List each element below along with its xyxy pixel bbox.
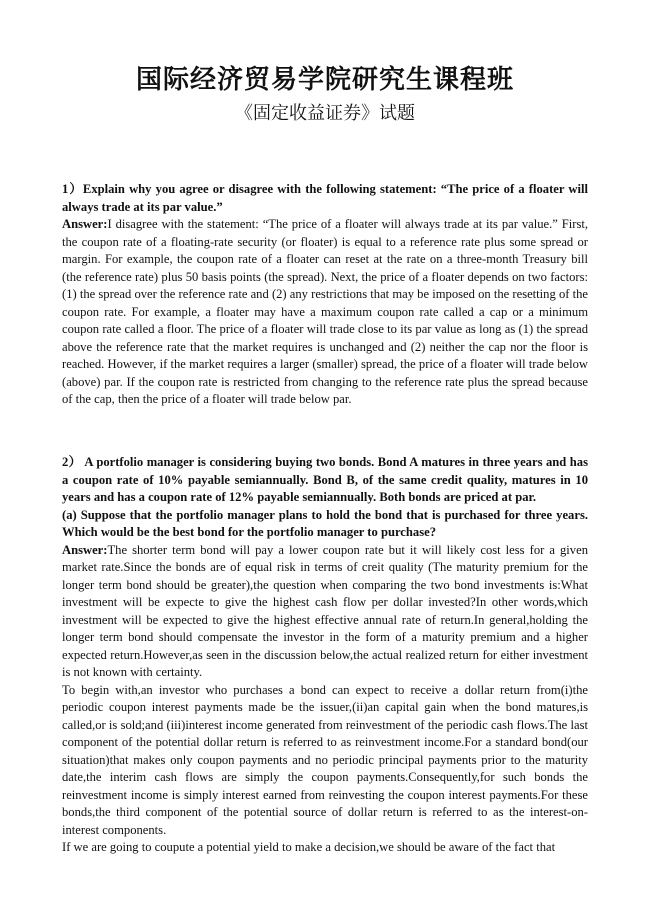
answer-label: Answer: [62, 217, 108, 231]
question-2-block [62, 454, 588, 857]
question-2-paragraph-2: To begin with,an investor who purchases a bond can expect to receive a dollar return from(i)the periodic coupon interest payments made be the issuer,(ii)an capital gain when the bond matures,is called,or is sold;and (iii)interest income generated from reinvestment of the periodic cash flows.The last component of the potential dollar return is referred to as reinvestment income.For a standard bond(our situation)that makes only coupon payments and no periodic principal payments prior to the maturity date,the interim cash flows are simply the coupon payments.Consequently,for such bonds the reinvestment income is simply interest earned from reinvesting the coupon interest payments.For these bonds,the third component of the potential source of dollar return is referred to as the interest-on-interest components. [62, 682, 588, 837]
page-title: 国际经济贸易学院研究生课程班 [135, 65, 514, 95]
question-2-prompt: 2） A portfolio manager is considering buying two bonds. Bond A matures in three years and has a coupon rate of 10% payable semiannually. Bond B, of the same credit quality, matures in 10 years and has a coupon rate of 12% payable semiannually. Both bonds are priced at par. [62, 455, 588, 504]
question-1-prompt: 1）Explain why you agree or disagree with the following statement: “The price of a floater will always trade at its par value.” [62, 182, 588, 214]
answer-text: I disagree with the statement: “The price of a floater will always trade at its par value.” First, the coupon rate of a floating-rate security (or floater) is equal to a reference rate plus some spread or margin. For example, the coupon rate of a floater can reset at the rate on a three-month Treasury bill (the reference rate) plus 50 basis points (the spread). Next, the price of a floater depends on two factors: (1) the spread over the reference rate and (2) any restrictions that may be imposed on the resetting of the coupon rate. For example, a floater may have a maximum coupon rate called a cap or a minimum coupon rate called a floor. The price of a floater will trade close to its par value as long as (1) the spread above the reference rate that the market requires is unchanged and (2) neither the cap nor the floor is reached. However, if the market requires a larger (smaller) spread, the price of a floater will trade below (above) par. If the coupon rate is restricted from changing to the reference rate plus the spread because of the cap, then the price of a floater will trade below par. [62, 217, 588, 406]
answer-label: Answer: [62, 542, 108, 557]
question-1-answer [62, 216, 588, 409]
answer-text: The shorter term bond will pay a lower coupon rate but it will likely cost less for a given market rate.Since the bonds are of equal risk in terms of creit quality (The maturity premium for the longer term bond should be greater),the question when comparing the two bond investments is:What investment will be expecte to give the highest cash flow per dollar invested?In other words,which investment will be expected to give the highest effective annual rate of return.In general,holding the longer term bond should compensate the investor in the form of a maturity premium and a higher expected return.However,as seen in the discussion below,the actual realized return for either investment is not known with certainty. [62, 542, 588, 679]
page-subtitle: 《固定收益证券》试题 [235, 103, 415, 124]
question-2-sub-a: (a) Suppose that the portfolio manager plans to hold the bond that is purchased for three years. Which would be the best bond for the portfolio manager to purchase? [62, 507, 588, 539]
question-2-paragraph-3: If we are going to coupute a potential yield to make a decision,we should be aware of the fact that [62, 840, 556, 854]
question-2-answer [62, 542, 588, 682]
question-1-block [62, 181, 588, 409]
